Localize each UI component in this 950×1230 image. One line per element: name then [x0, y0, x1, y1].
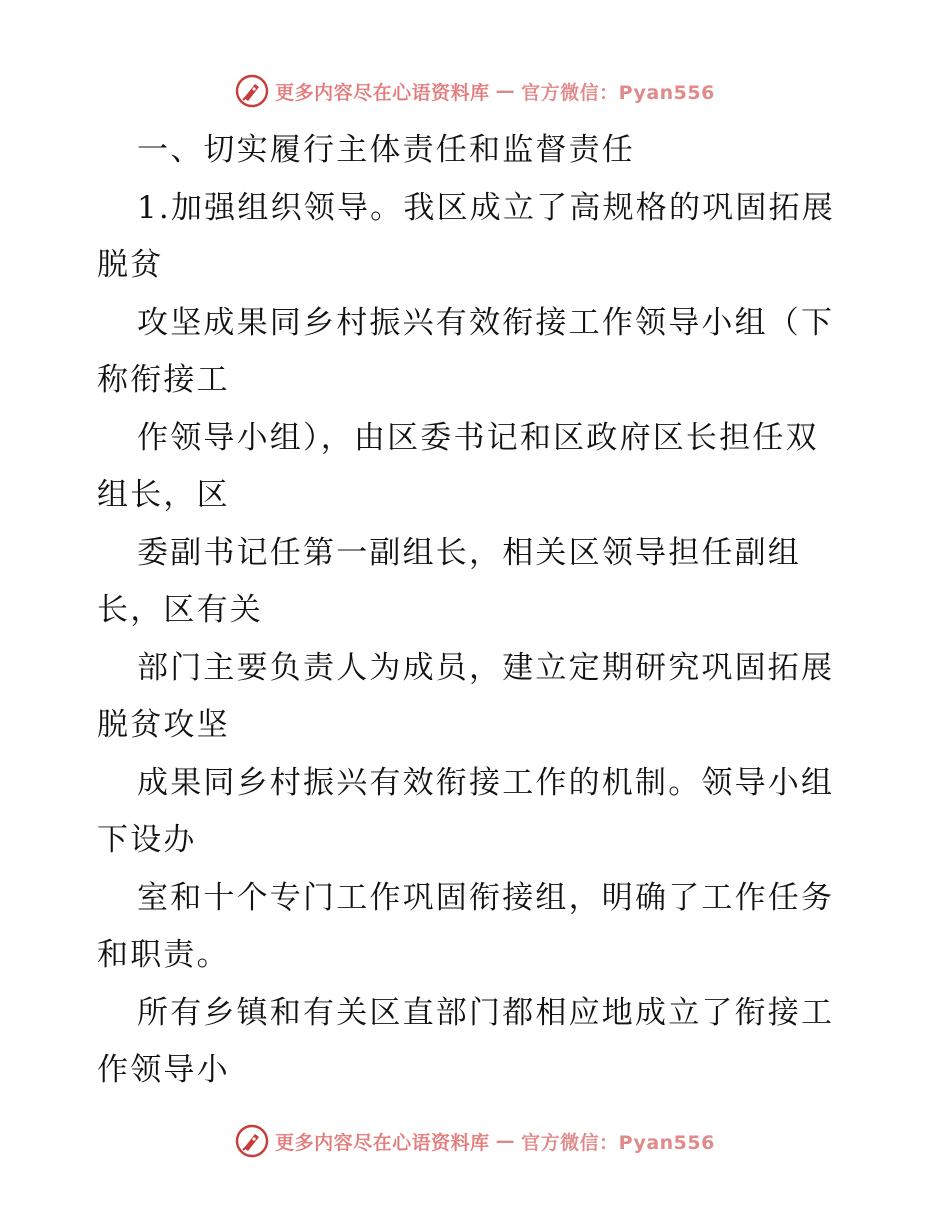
watermark-sub-text: 官方微信：Pyan556	[521, 81, 715, 104]
paragraph-line: 下设办	[97, 822, 197, 858]
paragraph-line: 室和十个专门工作巩固衔接组，明确了工作任务	[137, 879, 835, 916]
watermark-sub-text: 官方微信：Pyan556	[521, 1131, 715, 1154]
paragraph-line: 长，区有关	[97, 592, 263, 628]
section-heading: 一、切实履行主体责任和监督责任	[137, 132, 635, 168]
watermark-main-text: 更多内容尽在心语资料库	[275, 1131, 490, 1154]
paragraph-line: 作领导小	[97, 1052, 230, 1088]
watermark-main-text: 更多内容尽在心语资料库	[275, 81, 490, 104]
watermark-dash: —	[495, 1130, 516, 1152]
paragraph-line: 脱贫攻坚	[97, 707, 230, 743]
paragraph-line: 组长，区	[97, 477, 230, 513]
paragraph-line: 成果同乡村振兴有效衔接工作的机制。领导小组	[137, 764, 835, 801]
paragraph-line: 1.加强组织领导。我区成立了高规格的巩固拓展	[137, 189, 835, 226]
paragraph-line: 称衔接工	[97, 362, 230, 398]
watermark-footer	[0, 1124, 950, 1158]
watermark-dash: —	[495, 80, 516, 102]
watermark-header	[0, 74, 950, 108]
paragraph-line: 脱贫	[97, 247, 164, 283]
pen-nib-logo-icon	[235, 74, 269, 108]
document-body	[97, 122, 857, 1100]
pen-nib-logo-icon	[235, 1124, 269, 1158]
paragraph-line: 所有乡镇和有关区直部门都相应地成立了衔接工	[137, 994, 835, 1031]
paragraph-line: 部门主要负责人为成员，建立定期研究巩固拓展	[137, 649, 835, 686]
paragraph-line: 委副书记任第一副组长，相关区领导担任副组	[137, 534, 801, 571]
paragraph-line: 和职责。	[97, 937, 230, 973]
paragraph-line: 攻坚成果同乡村振兴有效衔接工作领导小组（下	[137, 304, 835, 341]
paragraph-line: 作领导小组），由区委书记和区政府区长担任双	[137, 419, 819, 456]
